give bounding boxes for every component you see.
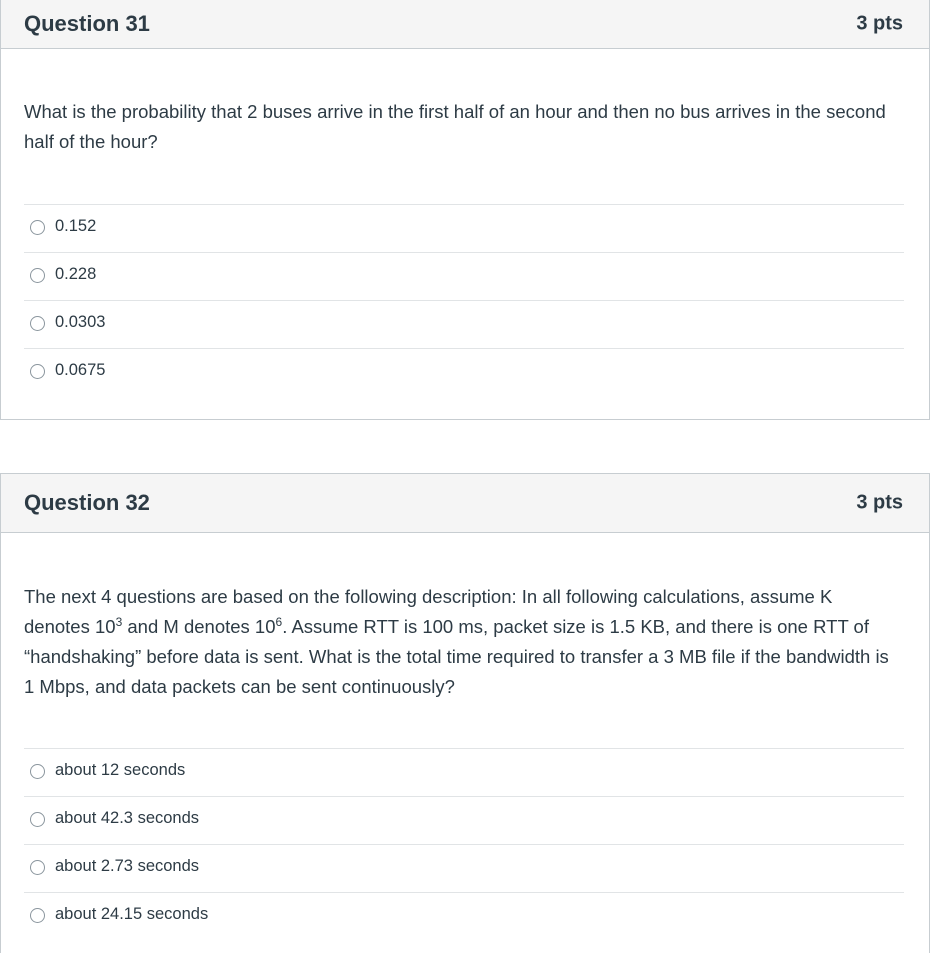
- question-31: [0, 0, 930, 420]
- answer-list: [24, 748, 904, 940]
- radio-button[interactable]: [30, 220, 45, 235]
- answer-option[interactable]: [24, 748, 904, 796]
- question-32: [0, 473, 930, 953]
- question-text-part: The next 4 questions are based on the following description: In all following calculations, assume K denotes 10: [24, 586, 833, 637]
- radio-button[interactable]: [30, 764, 45, 779]
- answer-option[interactable]: [24, 892, 904, 940]
- radio-button[interactable]: [30, 812, 45, 827]
- radio-button[interactable]: [30, 316, 45, 331]
- question-title: Question 32: [24, 490, 150, 515]
- answer-option[interactable]: [24, 348, 904, 396]
- answer-label[interactable]: about 24.15 seconds: [55, 905, 209, 923]
- question-text: What is the probability that 2 buses arrive in the first half of an hour and then no bus arrives in the second half of the hour?: [24, 101, 886, 152]
- answer-option[interactable]: [24, 252, 904, 300]
- answer-label[interactable]: 0.0675: [55, 361, 106, 379]
- answer-option[interactable]: [24, 300, 904, 348]
- answer-label[interactable]: 0.0303: [55, 313, 106, 331]
- question-title: Question 31: [24, 11, 150, 36]
- question-text: [24, 582, 889, 702]
- question-text-part: . Assume RTT is 100 ms, packet size is 1.5 KB, and there is one RTT of “handshaking” before data is sent. What is the total time required to transfer a 3 MB file if the bandwidth is 1 Mbps, and data packets can be sent continuously?: [24, 616, 889, 697]
- answer-label[interactable]: 0.228: [55, 265, 97, 283]
- answer-label[interactable]: 0.152: [55, 217, 97, 235]
- radio-button[interactable]: [30, 268, 45, 283]
- answer-label[interactable]: about 12 seconds: [55, 761, 186, 779]
- answer-label[interactable]: about 2.73 seconds: [55, 857, 200, 875]
- question-header: [1, 0, 929, 49]
- question-points: 3 pts: [856, 12, 903, 35]
- answer-list: [24, 204, 904, 396]
- radio-button[interactable]: [30, 860, 45, 875]
- answer-option[interactable]: [24, 204, 904, 252]
- radio-button[interactable]: [30, 908, 45, 923]
- answer-label[interactable]: about 42.3 seconds: [55, 809, 200, 827]
- question-header: [1, 474, 929, 533]
- exponent: 3: [115, 614, 123, 629]
- answer-option[interactable]: [24, 844, 904, 892]
- exponent: 6: [275, 614, 283, 629]
- question-points: 3 pts: [856, 491, 903, 514]
- question-text-part: and M denotes 10: [122, 616, 276, 637]
- radio-button[interactable]: [30, 364, 45, 379]
- answer-option[interactable]: [24, 796, 904, 844]
